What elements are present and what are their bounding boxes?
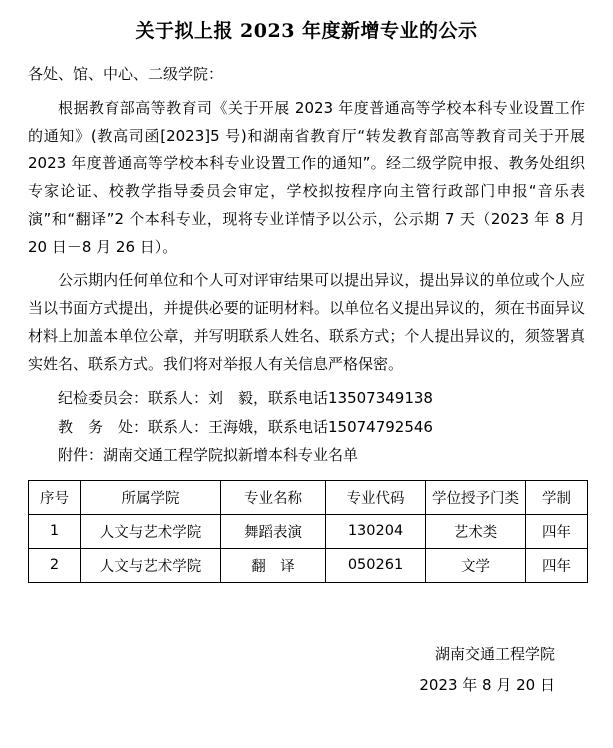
table-cell: 人文与艺术学院 [81,514,221,548]
signature-date: 2023 年 8 月 20 日 [419,675,555,694]
table-header-cell: 专业代码 [326,480,426,514]
contact-discipline-committee: 纪检委员会：联系人：刘 毅，联系电话13507349138 [58,389,433,408]
document-page [0,16,613,748]
table-header-cell: 专业名称 [221,480,326,514]
table-header-cell: 序号 [29,480,81,514]
table-cell: 舞蹈表演 [221,514,326,548]
table-cell: 艺术类 [426,514,526,548]
table-cell: 1 [29,514,81,548]
majors-table [28,480,588,583]
signature-block [28,639,585,701]
body-paragraph-2: 公示期内任何单位和个人可对评审结果可以提出异议，提出异议的单位或个人应当以书面方式提出，并提供必要的证明材料。以单位名义提出异议的，须在书面异议材料上加盖本单位公章，并写明联系人姓名、联系方式；个人提出异议的，须签署真实姓名、联系方式。我们将对举报人有关信息严格保密。 [28,271,585,373]
attachment-label: 附件：湖南交通工程学院拟新增本科专业名单 [58,446,359,465]
table-header-cell: 学制 [526,480,588,514]
salutation: 各处、馆、中心、二级学院： [28,65,224,83]
table-cell: 050261 [326,548,426,582]
table-row [29,514,588,548]
table-cell: 四年 [526,514,588,548]
contact-academic-affairs: 教 务 处：联系人：王海娥，联系电话15074792546 [58,417,433,436]
table-row [29,548,588,582]
table-cell: 四年 [526,548,588,582]
table-cell: 2 [29,548,81,582]
table-header-cell: 所属学院 [81,480,221,514]
table-cell: 翻 译 [221,548,326,582]
body-paragraph-1: 根据教育部高等教育司《关于开展 2023 年度普通高等学校本科专业设置工作的通知》(教高司函[2023]5 号)和湖南省教育厅“转发教育部高等教育司关于开展 2023 年度普通高等学校本科专业设置工作的通知”。经二级学院申报、教务处组织专家论证、校教学指导委员会审定，学校拟按程序向主管行政部门申报“音乐表演”和“翻译”2 个本科专业，现将专业详情予以公示，公示期 7 天（2023 年 8 月 20 日－8 月 26 日）。 [28,98,585,256]
page-title: 关于拟上报 2023 年度新增专业的公示 [135,20,478,42]
table-cell: 人文与艺术学院 [81,548,221,582]
table-cell: 130204 [326,514,426,548]
signature-organization: 湖南交通工程学院 [434,644,555,663]
table-header-row [29,480,588,514]
table-header-cell: 学位授予门类 [426,480,526,514]
table-cell: 文学 [426,548,526,582]
